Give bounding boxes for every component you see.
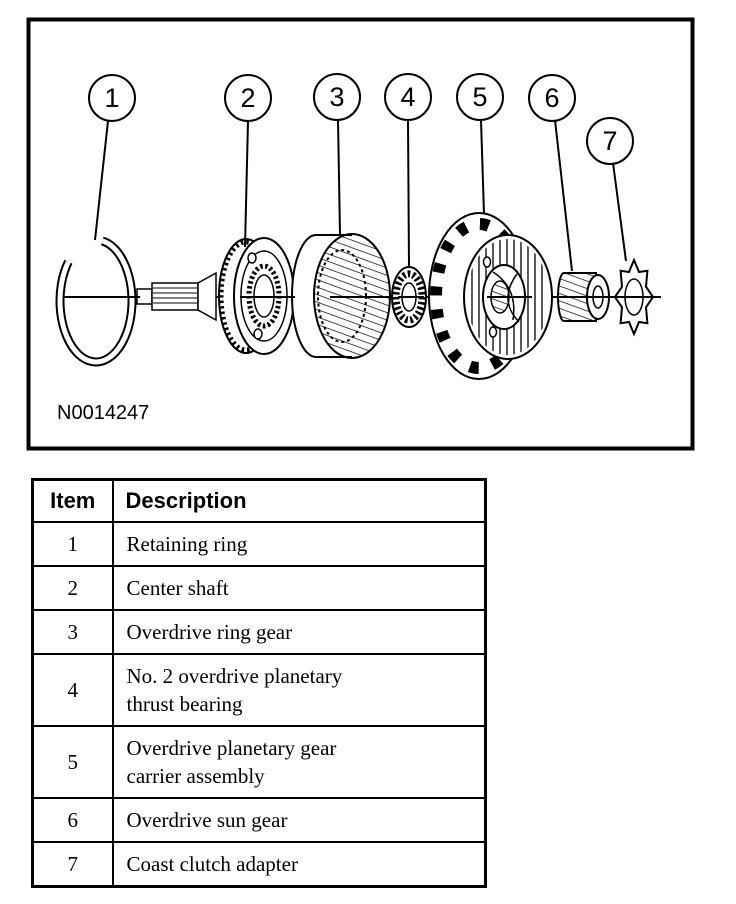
callout-4 xyxy=(385,74,431,267)
callout-3-number: 3 xyxy=(329,82,345,112)
item-cell: 6 xyxy=(33,798,113,842)
table-header-row xyxy=(33,480,486,523)
callout-5 xyxy=(457,74,503,214)
description-cell: Overdrive ring gear xyxy=(113,610,486,654)
parts-table xyxy=(31,478,487,888)
description-cell: Center shaft xyxy=(113,566,486,610)
item-cell: 1 xyxy=(33,522,113,566)
callout-7 xyxy=(587,118,633,261)
description-cell: Overdrive sun gear xyxy=(113,798,486,842)
table-row xyxy=(33,522,486,566)
item-cell: 4 xyxy=(33,654,113,726)
table-row xyxy=(33,726,486,798)
callout-6 xyxy=(529,75,575,271)
table-row xyxy=(33,842,486,887)
item-cell: 7 xyxy=(33,842,113,887)
callout-3 xyxy=(314,74,360,234)
description-cell: Overdrive planetary gear carrier assembly xyxy=(113,726,486,798)
callout-1-number: 1 xyxy=(104,83,120,113)
table-row xyxy=(33,654,486,726)
description-cell: Coast clutch adapter xyxy=(113,842,486,887)
retaining-ring-drawing xyxy=(60,241,132,362)
table-row xyxy=(33,610,486,654)
figure-id-label: N0014247 xyxy=(57,402,150,424)
callout-2 xyxy=(225,75,271,247)
col-header-item: Item xyxy=(33,480,113,523)
item-cell: 2 xyxy=(33,566,113,610)
item-cell: 3 xyxy=(33,610,113,654)
table-row xyxy=(33,566,486,610)
callout-5-number: 5 xyxy=(472,82,488,112)
callout-7-number: 7 xyxy=(602,126,618,156)
col-header-description: Description xyxy=(113,480,486,523)
callout-1 xyxy=(89,75,135,240)
callout-2-number: 2 xyxy=(240,83,256,113)
table-row xyxy=(33,798,486,842)
description-cell: No. 2 overdrive planetary thrust bearing xyxy=(113,654,486,726)
description-cell: Retaining ring xyxy=(113,522,486,566)
callout-6-number: 6 xyxy=(544,83,560,113)
callout-4-number: 4 xyxy=(400,82,416,112)
item-cell: 5 xyxy=(33,726,113,798)
